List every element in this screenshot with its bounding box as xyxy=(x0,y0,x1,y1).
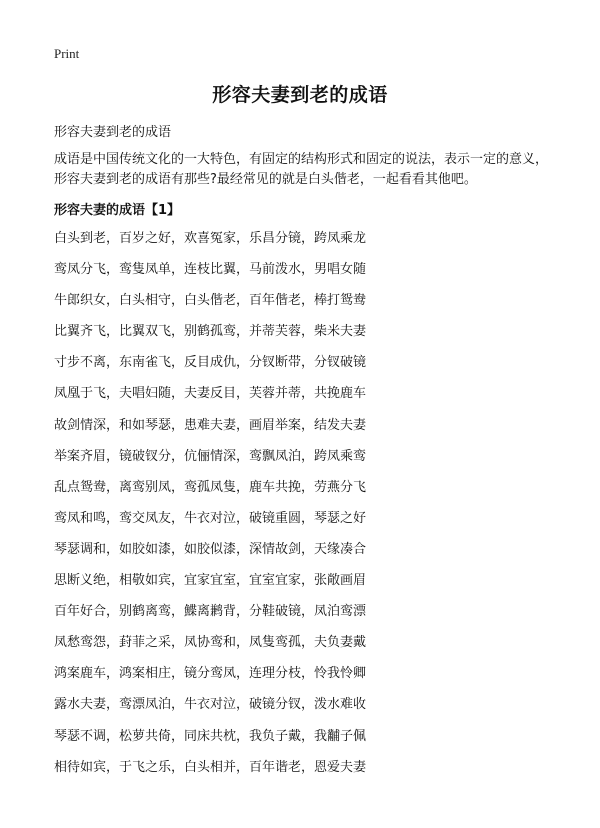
idiom-line: 鸾凤分飞，鸾隻凤单，连枝比翼，马前泼水，男唱女随 xyxy=(54,262,367,278)
section-heading: 形容夫妻的成语【1】 xyxy=(54,203,181,218)
page-title: 形容夫妻到老的成语 xyxy=(212,84,388,106)
idiom-line: 乱点鸳鸯，离鸾别凤，鸾孤凤隻，鹿车共挽，劳燕分飞 xyxy=(54,479,367,495)
idiom-line: 牛郎织女，白头相守，白头偕老，百年偕老，棒打鸳鸯 xyxy=(54,293,367,309)
intro-paragraph: 成语是中国传统文化的一大特色，有固定的结构形式和固定的说法，表示一定的意义，形容夫妻到老的成语有那些?最经常见的就是白头偕老，一起看看其他吧。 xyxy=(54,152,549,187)
idiom-line: 比翼齐飞，比翼双飞，别鹤孤鸾，并蒂芙蓉，柴米夫妻 xyxy=(54,324,367,340)
idiom-line: 举案齐眉，镜破钗分，伉俪情深，鸾飘凤泊，跨凤乘鸾 xyxy=(54,448,367,464)
idiom-line: 露水夫妻，鸾漂凤泊，牛衣对泣，破镜分钗，泼水难收 xyxy=(54,697,367,713)
idiom-line: 琴瑟不调，松萝共倚，同床共枕，我负子戴，我黼子佩 xyxy=(54,728,367,744)
idiom-line: 凤凰于飞，夫唱妇随，夫妻反目，芙蓉并蒂，共挽鹿车 xyxy=(54,386,367,402)
print-link[interactable]: Print xyxy=(54,46,80,61)
idiom-line: 凤愁鸾怨，葑菲之采，凤协鸾和，凤隻鸾孤，夫负妻戴 xyxy=(54,635,367,651)
idiom-line: 相待如宾，于飞之乐，白头相并，百年谐老，恩爱夫妻 xyxy=(54,759,367,775)
idiom-line: 寸步不离，东南雀飞，反目成仇，分钗断带，分钗破镜 xyxy=(54,355,367,371)
subtitle: 形容夫妻到老的成语 xyxy=(54,125,172,140)
idiom-line: 故剑情深，和如琴瑟，患难夫妻，画眉举案，结发夫妻 xyxy=(54,417,367,433)
idiom-line: 思断义绝，相敬如宾，宜家宜室，宜室宜家，张敞画眉 xyxy=(54,573,367,589)
idiom-line: 百年好合，别鹤离鸾，鰈离鹣背，分鞋破镜，凤泊鸾漂 xyxy=(54,604,367,620)
idiom-line: 琴瑟调和，如胶如漆，如胶似漆，深情故剑，天缘凑合 xyxy=(54,541,367,557)
idiom-line: 鸿案鹿车，鸿案相庄，镜分鸾凤，连理分枝，怜我怜卿 xyxy=(54,666,367,682)
idiom-line: 鸾凤和鸣，鸾交凤友，牛衣对泣，破镜重圆，琴瑟之好 xyxy=(54,510,367,526)
idiom-list xyxy=(54,229,366,789)
idiom-line: 白头到老，百岁之好，欢喜冤家，乐昌分镜，跨凤乘龙 xyxy=(54,231,367,246)
